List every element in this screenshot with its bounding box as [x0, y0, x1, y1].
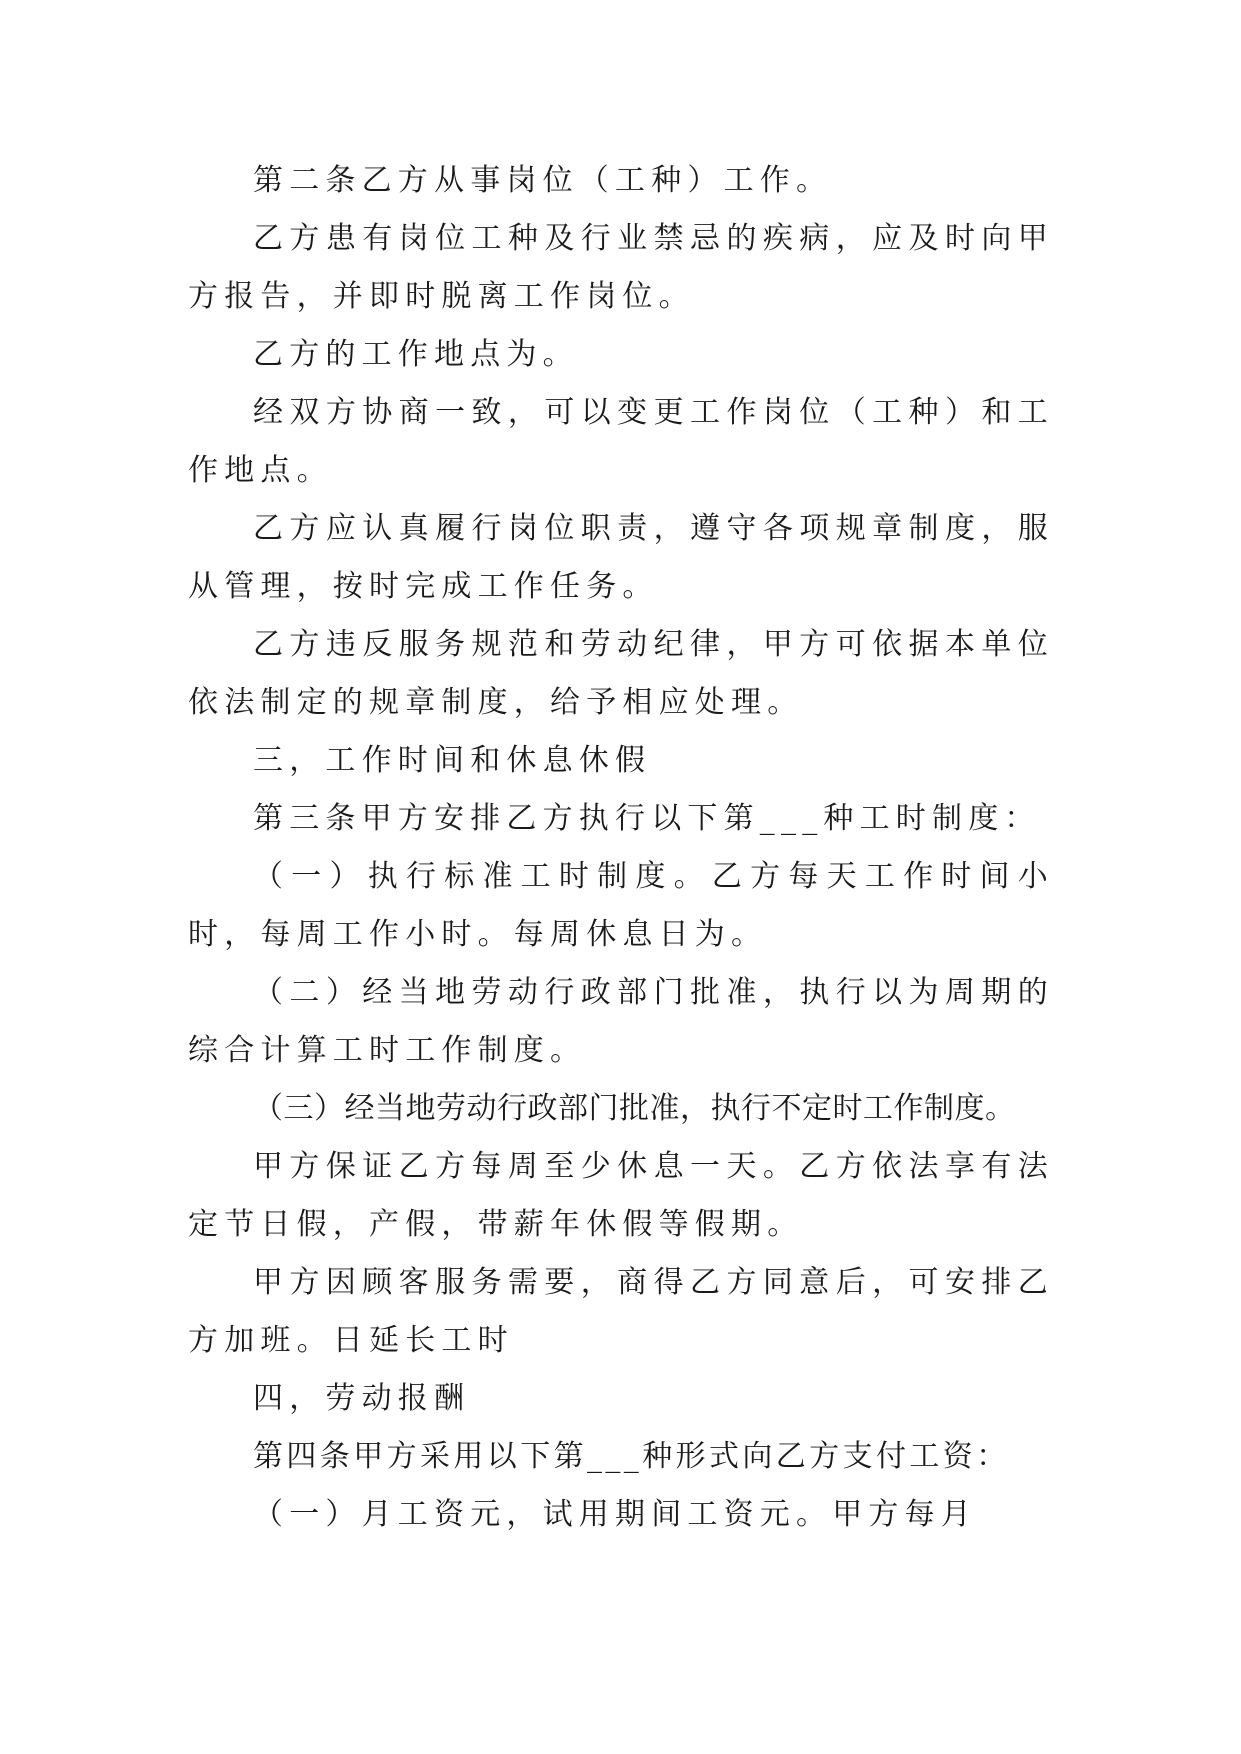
section-heading-remuneration: 四，劳动报酬: [253, 1381, 471, 1416]
paragraph-change-position: 经双方协商一致，可以变更工作岗位（工种）和工作地点。: [188, 395, 1054, 488]
paragraph-disease-report: 乙方患有岗位工种及行业禁忌的疾病，应及时向甲方报告，并即时脱离工作岗位。: [188, 221, 1054, 314]
paragraph-violations: 乙方违反服务规范和劳动纪律，甲方可依据本单位依法制定的规章制度，给予相应处理。: [188, 627, 1054, 720]
paragraph-comprehensive-hours: （二）经当地劳动行政部门批准，执行以为周期的综合计算工时工作制度。: [188, 975, 1054, 1068]
paragraph-monthly-salary: （一）月工资元，试用期间工资元。甲方每月: [253, 1497, 977, 1532]
paragraph-article-4: 第四条甲方采用以下第___种形式向乙方支付工资：: [253, 1439, 1010, 1474]
paragraph-article-2: 第二条乙方从事岗位（工种）工作。: [253, 163, 833, 198]
document-body: [188, 152, 1054, 1544]
paragraph-overtime: 甲方因顾客服务需要，商得乙方同意后，可安排乙方加班。日延长工时: [188, 1265, 1054, 1358]
paragraph-standard-hours: （一）执行标准工时制度。乙方每天工作时间小时，每周工作小时。每周休息日为。: [188, 859, 1054, 952]
paragraph-duties: 乙方应认真履行岗位职责，遵守各项规章制度，服从管理，按时完成工作任务。: [188, 511, 1054, 604]
paragraph-work-location: 乙方的工作地点为。: [253, 337, 579, 372]
section-heading-working-hours: 三，工作时间和休息休假: [253, 743, 652, 778]
paragraph-rest-days: 甲方保证乙方每周至少休息一天。乙方依法享有法定节日假，产假，带薪年休假等假期。: [188, 1149, 1054, 1242]
paragraph-article-3: 第三条甲方安排乙方执行以下第___种工时制度：: [253, 801, 1041, 836]
paragraph-flexible-hours: （三）经当地劳动行政部门批准，执行不定时工作制度。: [253, 1091, 1016, 1126]
